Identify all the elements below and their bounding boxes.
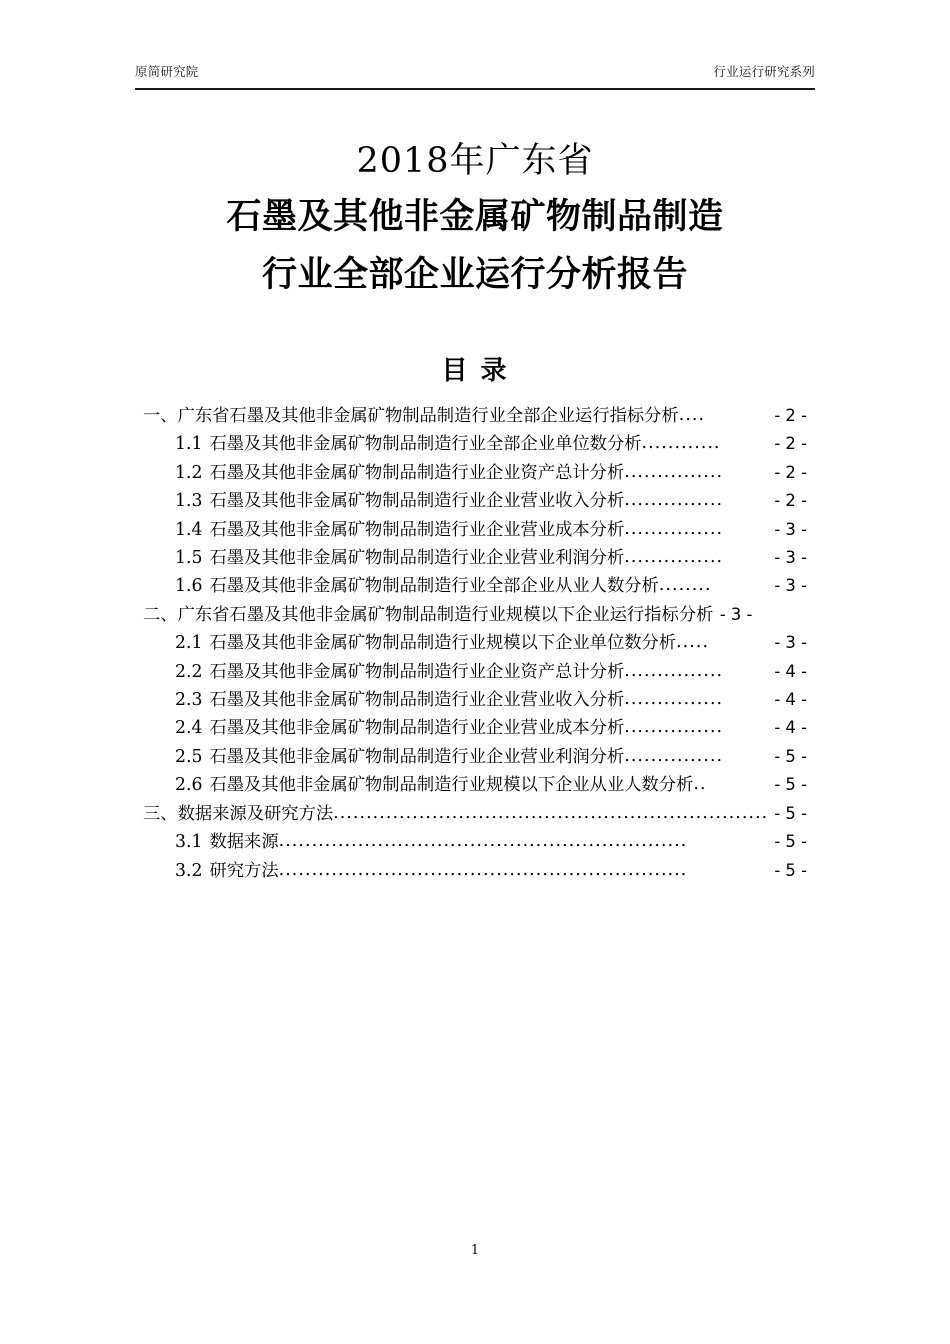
toc-entry[interactable] <box>143 800 807 828</box>
toc-entry-title: 三、数据来源及研究方法 <box>143 803 334 824</box>
toc-entry-label <box>175 544 624 572</box>
toc-entry-title: 石墨及其他非金属矿物制品制造行业企业营业收入分析 <box>209 690 625 711</box>
toc-entry-title: 石墨及其他非金属矿物制品制造行业规模以下企业从业人数分析 <box>209 775 694 796</box>
toc-entry-page: - 3 - <box>719 604 753 624</box>
toc-leader-dots: ........ <box>658 575 712 596</box>
toc-entry-label <box>175 686 624 714</box>
toc-entry-label <box>175 743 624 771</box>
toc-entry-page: - 3 - <box>774 633 807 653</box>
toc-heading: 目 录 <box>441 356 509 386</box>
toc-entry-number: 1.1 <box>175 434 203 455</box>
toc-entry-page: - 3 - <box>774 519 807 539</box>
toc-entry-title: 石墨及其他非金属矿物制品制造行业规模以下企业单位数分析 <box>209 633 677 654</box>
toc-entry-label <box>175 857 279 885</box>
toc-entry-page: - 4 - <box>774 690 807 710</box>
toc-entry[interactable] <box>143 459 807 487</box>
toc-entry[interactable] <box>143 430 807 458</box>
toc-entry[interactable] <box>143 714 807 742</box>
toc-entry-page: - 5 - <box>774 803 807 823</box>
document-title <box>0 134 950 304</box>
toc-entry-page: - 5 - <box>774 860 807 880</box>
toc-entry-title: 石墨及其他非金属矿物制品制造行业企业营业利润分析 <box>209 548 625 569</box>
title-line-2: 石墨及其他非金属矿物制品制造 <box>226 196 724 237</box>
toc-entry-number: 2.6 <box>175 775 203 796</box>
toc-entry-title: 研究方法 <box>209 860 279 881</box>
toc-entry-label <box>175 658 624 686</box>
toc-entry-page: - 2 - <box>774 406 807 425</box>
toc-entry[interactable] <box>143 857 807 885</box>
toc-entry-number: 3.1 <box>175 832 203 853</box>
toc-leader-dots: ............... <box>624 745 724 766</box>
toc-entry-number: 1.6 <box>175 576 203 597</box>
toc-entry-number: 2.2 <box>175 661 203 682</box>
toc-leader-dots: ..... <box>676 632 710 653</box>
toc-leader-dots: ............... <box>624 660 724 681</box>
toc-entry-page: - 2 - <box>774 491 807 511</box>
toc-entry-number: 3.2 <box>175 860 203 881</box>
toc-entry-title: 一、广东省石墨及其他非金属矿物制品制造行业全部企业运行指标分析 <box>143 406 679 426</box>
toc-entry[interactable] <box>143 572 807 600</box>
toc-entry-page: - 5 - <box>774 746 807 766</box>
toc-entry-number: 1.4 <box>175 519 203 540</box>
toc-leader-dots: ............... <box>624 689 724 710</box>
toc-entry-title: 石墨及其他非金属矿物制品制造行业全部企业单位数分析 <box>209 434 642 455</box>
toc-entry-page: - 2 - <box>774 434 807 454</box>
toc-entry[interactable] <box>143 686 807 714</box>
toc-entry-title: 二、广东省石墨及其他非金属矿物制品制造行业规模以下企业运行指标分析 <box>143 604 714 625</box>
toc-entry-page: - 3 - <box>774 548 807 568</box>
toc-leader-dots: ............... <box>624 717 724 738</box>
toc-entry-page: - 4 - <box>774 661 807 681</box>
header-right-text: 行业运行研究系列 <box>713 65 815 79</box>
toc-entry-title: 石墨及其他非金属矿物制品制造行业企业资产总计分析 <box>209 661 625 682</box>
toc-entry[interactable] <box>143 771 807 799</box>
toc-entry-title: 石墨及其他非金属矿物制品制造行业全部企业从业人数分析 <box>209 576 659 597</box>
title-line-1: 2018年广东省 <box>356 141 594 181</box>
running-header <box>135 64 815 80</box>
toc-entry-page: - 3 - <box>774 576 807 596</box>
toc-entry-label <box>175 714 624 742</box>
toc-entry[interactable] <box>143 544 807 572</box>
toc-entry-label <box>175 516 624 544</box>
toc-entry-page: - 5 - <box>774 832 807 852</box>
toc-entry-page: - 2 - <box>774 462 807 482</box>
toc-leader-dots: ............... <box>624 490 724 511</box>
header-left-text: 原简研究院 <box>135 65 199 79</box>
toc-entry-number: 1.5 <box>175 548 203 569</box>
toc-entry-title: 石墨及其他非金属矿物制品制造行业企业资产总计分析 <box>209 462 625 483</box>
toc-leader-dots: ............... <box>624 518 724 539</box>
toc-entry-number: 1.2 <box>175 462 203 483</box>
toc-entry-label <box>175 430 642 458</box>
toc-entry-label <box>175 459 624 487</box>
toc-entry-page: - 5 - <box>774 775 807 795</box>
toc-entry-page: - 4 - <box>774 718 807 738</box>
toc-entry-number: 2.1 <box>175 633 203 654</box>
toc-entry-label <box>143 800 333 828</box>
table-of-contents <box>143 402 807 885</box>
toc-entry[interactable] <box>143 487 807 515</box>
toc-leader-dots: .................................................................. <box>333 802 769 823</box>
toc-entry[interactable] <box>143 629 807 657</box>
toc-entry-label <box>143 605 713 625</box>
toc-leader-dots: ............... <box>624 547 724 568</box>
toc-leader-dots: ............ <box>641 433 721 454</box>
toc-leader-dots: .............................................................. <box>278 859 688 880</box>
toc-entry-label <box>175 487 624 515</box>
toc-entry-number: 2.3 <box>175 690 203 711</box>
toc-entry[interactable] <box>143 402 807 430</box>
toc-entry[interactable] <box>143 658 807 686</box>
toc-entry-title: 石墨及其他非金属矿物制品制造行业企业营业利润分析 <box>209 746 625 767</box>
toc-entry[interactable] <box>143 828 807 856</box>
footer-page-number: 1 <box>470 1243 480 1258</box>
toc-leader-dots: ............... <box>624 461 724 482</box>
toc-entry-title: 石墨及其他非金属矿物制品制造行业企业营业成本分析 <box>209 718 625 739</box>
toc-entry-label <box>175 572 659 600</box>
toc-entry-title: 石墨及其他非金属矿物制品制造行业企业营业收入分析 <box>209 491 625 512</box>
toc-leader-dots: .. <box>693 774 707 795</box>
toc-leader-dots: .............................................................. <box>278 831 688 852</box>
toc-entry-label <box>175 771 693 799</box>
toc-entry-title: 数据来源 <box>209 832 279 853</box>
toc-leader-dots: .... <box>678 405 706 425</box>
toc-entry-label <box>143 402 679 430</box>
toc-entry[interactable] <box>143 516 807 544</box>
toc-entry-label <box>175 629 676 657</box>
toc-entry-number: 2.5 <box>175 746 203 767</box>
toc-entry-number: 2.4 <box>175 718 203 739</box>
title-line-3: 行业全部企业运行分析报告 <box>261 254 688 295</box>
toc-entry-title: 石墨及其他非金属矿物制品制造行业企业营业成本分析 <box>209 519 625 540</box>
toc-entry[interactable] <box>143 743 807 771</box>
header-divider <box>135 88 815 90</box>
toc-entry[interactable] <box>143 601 807 629</box>
toc-entry-label <box>175 828 279 856</box>
toc-entry-number: 1.3 <box>175 491 203 512</box>
